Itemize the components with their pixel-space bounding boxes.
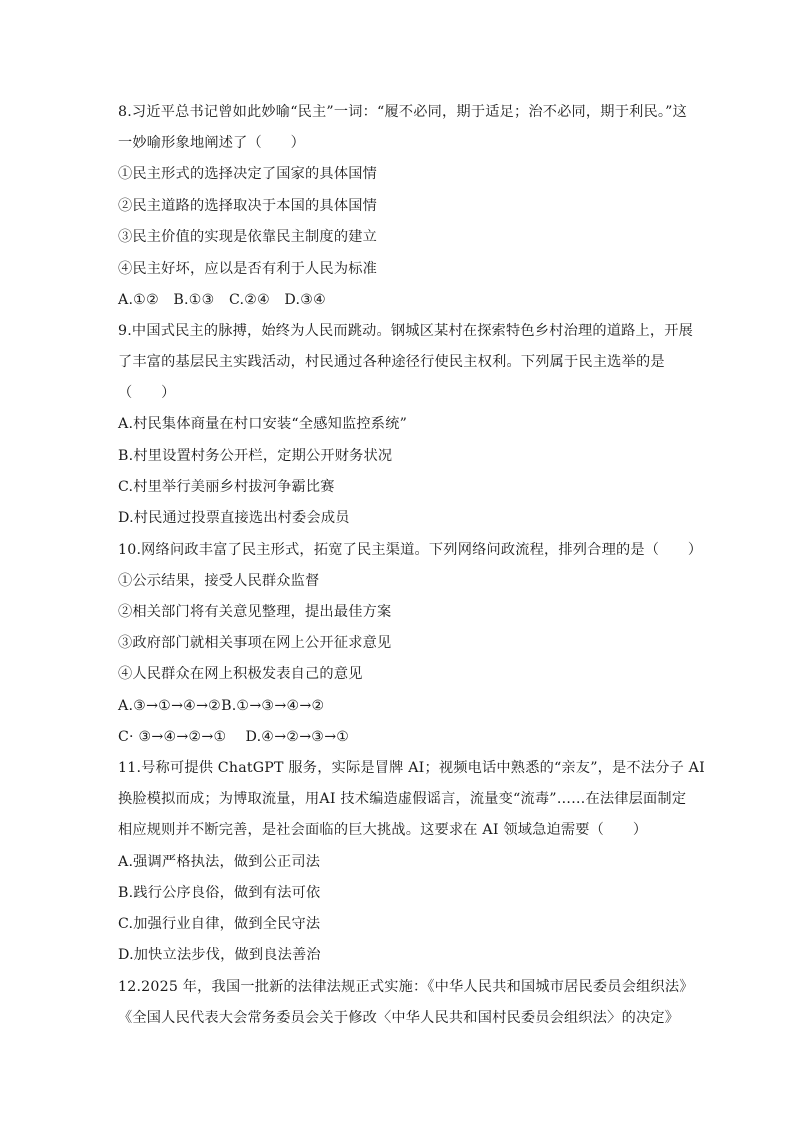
question-10-statement-2: ②相关部门将有关意见整理，提出最佳方案 bbox=[118, 604, 392, 620]
question-8-choices: A.①② B.①③ C.②④ D.③④ bbox=[118, 292, 327, 308]
question-11-option-d: D.加快立法步伐，做到良法善治 bbox=[118, 947, 321, 963]
question-9-option-a: A.村民集体商量在村口安装“全感知监控系统” bbox=[118, 416, 408, 432]
question-8-statement-2: ②民主道路的选择取决于本国的具体国情 bbox=[118, 198, 377, 214]
question-10-choices-ab: A.③→①→④→②B.①→③→④→② bbox=[118, 698, 325, 714]
question-9-option-c: C.村里举行美丽乡村拔河争霸比赛 bbox=[118, 479, 335, 495]
question-9-option-b: B.村里设置村务公开栏，定期公开财务状况 bbox=[118, 448, 393, 464]
question-11-option-a: A.强调严格执法，做到公正司法 bbox=[118, 854, 321, 870]
question-12-stem-line-2: 《全国人民代表大会常务委员会关于修改〈中华人民共和国村民委员会组织法〉的决定》 bbox=[118, 1010, 680, 1026]
question-8-stem-line-1: 8.习近平总书记曾如此妙喻“民主”一词：“履不必同，期于适足；治不必同，期于利民。”这 bbox=[118, 104, 687, 120]
question-11-stem-line-2: 换脸模拟而成；为博取流量，用AI 技术编造虚假谣言，流量变“流毒”……在法律层面制定 bbox=[118, 791, 687, 807]
question-9-stem-line-1: 9.中国式民主的脉搏，始终为人民而跳动。钢城区某村在探索特色乡村治理的道路上，开展 bbox=[118, 323, 694, 339]
question-12-stem-line-1: 12.2025 年，我国一批新的法律法规正式实施：《中华人民共和国城市居民委员会组织法》 bbox=[118, 979, 694, 995]
question-8-stem-line-2: 一妙喻形象地阐述了（ ） bbox=[118, 135, 306, 151]
question-10-statement-4: ④人民群众在网上积极发表自己的意见 bbox=[118, 666, 363, 682]
question-9-option-d: D.村民通过投票直接选出村委会成员 bbox=[118, 510, 350, 526]
question-10-stem-line-1: 10.网络问政丰富了民主形式，拓宽了民主渠道。下列网络问政流程，排列合理的是（ ） bbox=[118, 542, 703, 558]
question-8-statement-1: ①民主形式的选择决定了国家的具体国情 bbox=[118, 166, 377, 182]
question-8-statement-4: ④民主好坏，应以是否有利于人民为标准 bbox=[118, 261, 377, 277]
question-10-statement-3: ③政府部门就相关事项在网上公开征求意见 bbox=[118, 635, 392, 651]
question-11-option-b: B.践行公序良俗，做到有法可依 bbox=[118, 885, 321, 901]
question-10-statement-1: ①公示结果，接受人民群众监督 bbox=[118, 573, 320, 589]
question-9-stem-line-3: （ ） bbox=[118, 385, 176, 401]
question-11-option-c: C.加强行业自律，做到全民守法 bbox=[118, 916, 321, 932]
question-9-stem-line-2: 了丰富的基层民主实践活动，村民通过各种途径行使民主权利。下列属于民主选举的是 bbox=[118, 354, 665, 370]
question-10-choices-cd: C· ③→④→②→① D.④→②→③→① bbox=[118, 729, 350, 745]
question-11-stem-line-3: 相应规则并不断完善，是社会面临的巨大挑战。这要求在 AI 领域急迫需要（ ） bbox=[118, 822, 648, 838]
question-11-stem-line-1: 11.号称可提供 ChatGPT 服务，实际是冒牌 AI；视频电话中熟悉的“亲友”，是不法分子 AI bbox=[118, 760, 705, 776]
question-8-statement-3: ③民主价值的实现是依靠民主制度的建立 bbox=[118, 229, 377, 245]
